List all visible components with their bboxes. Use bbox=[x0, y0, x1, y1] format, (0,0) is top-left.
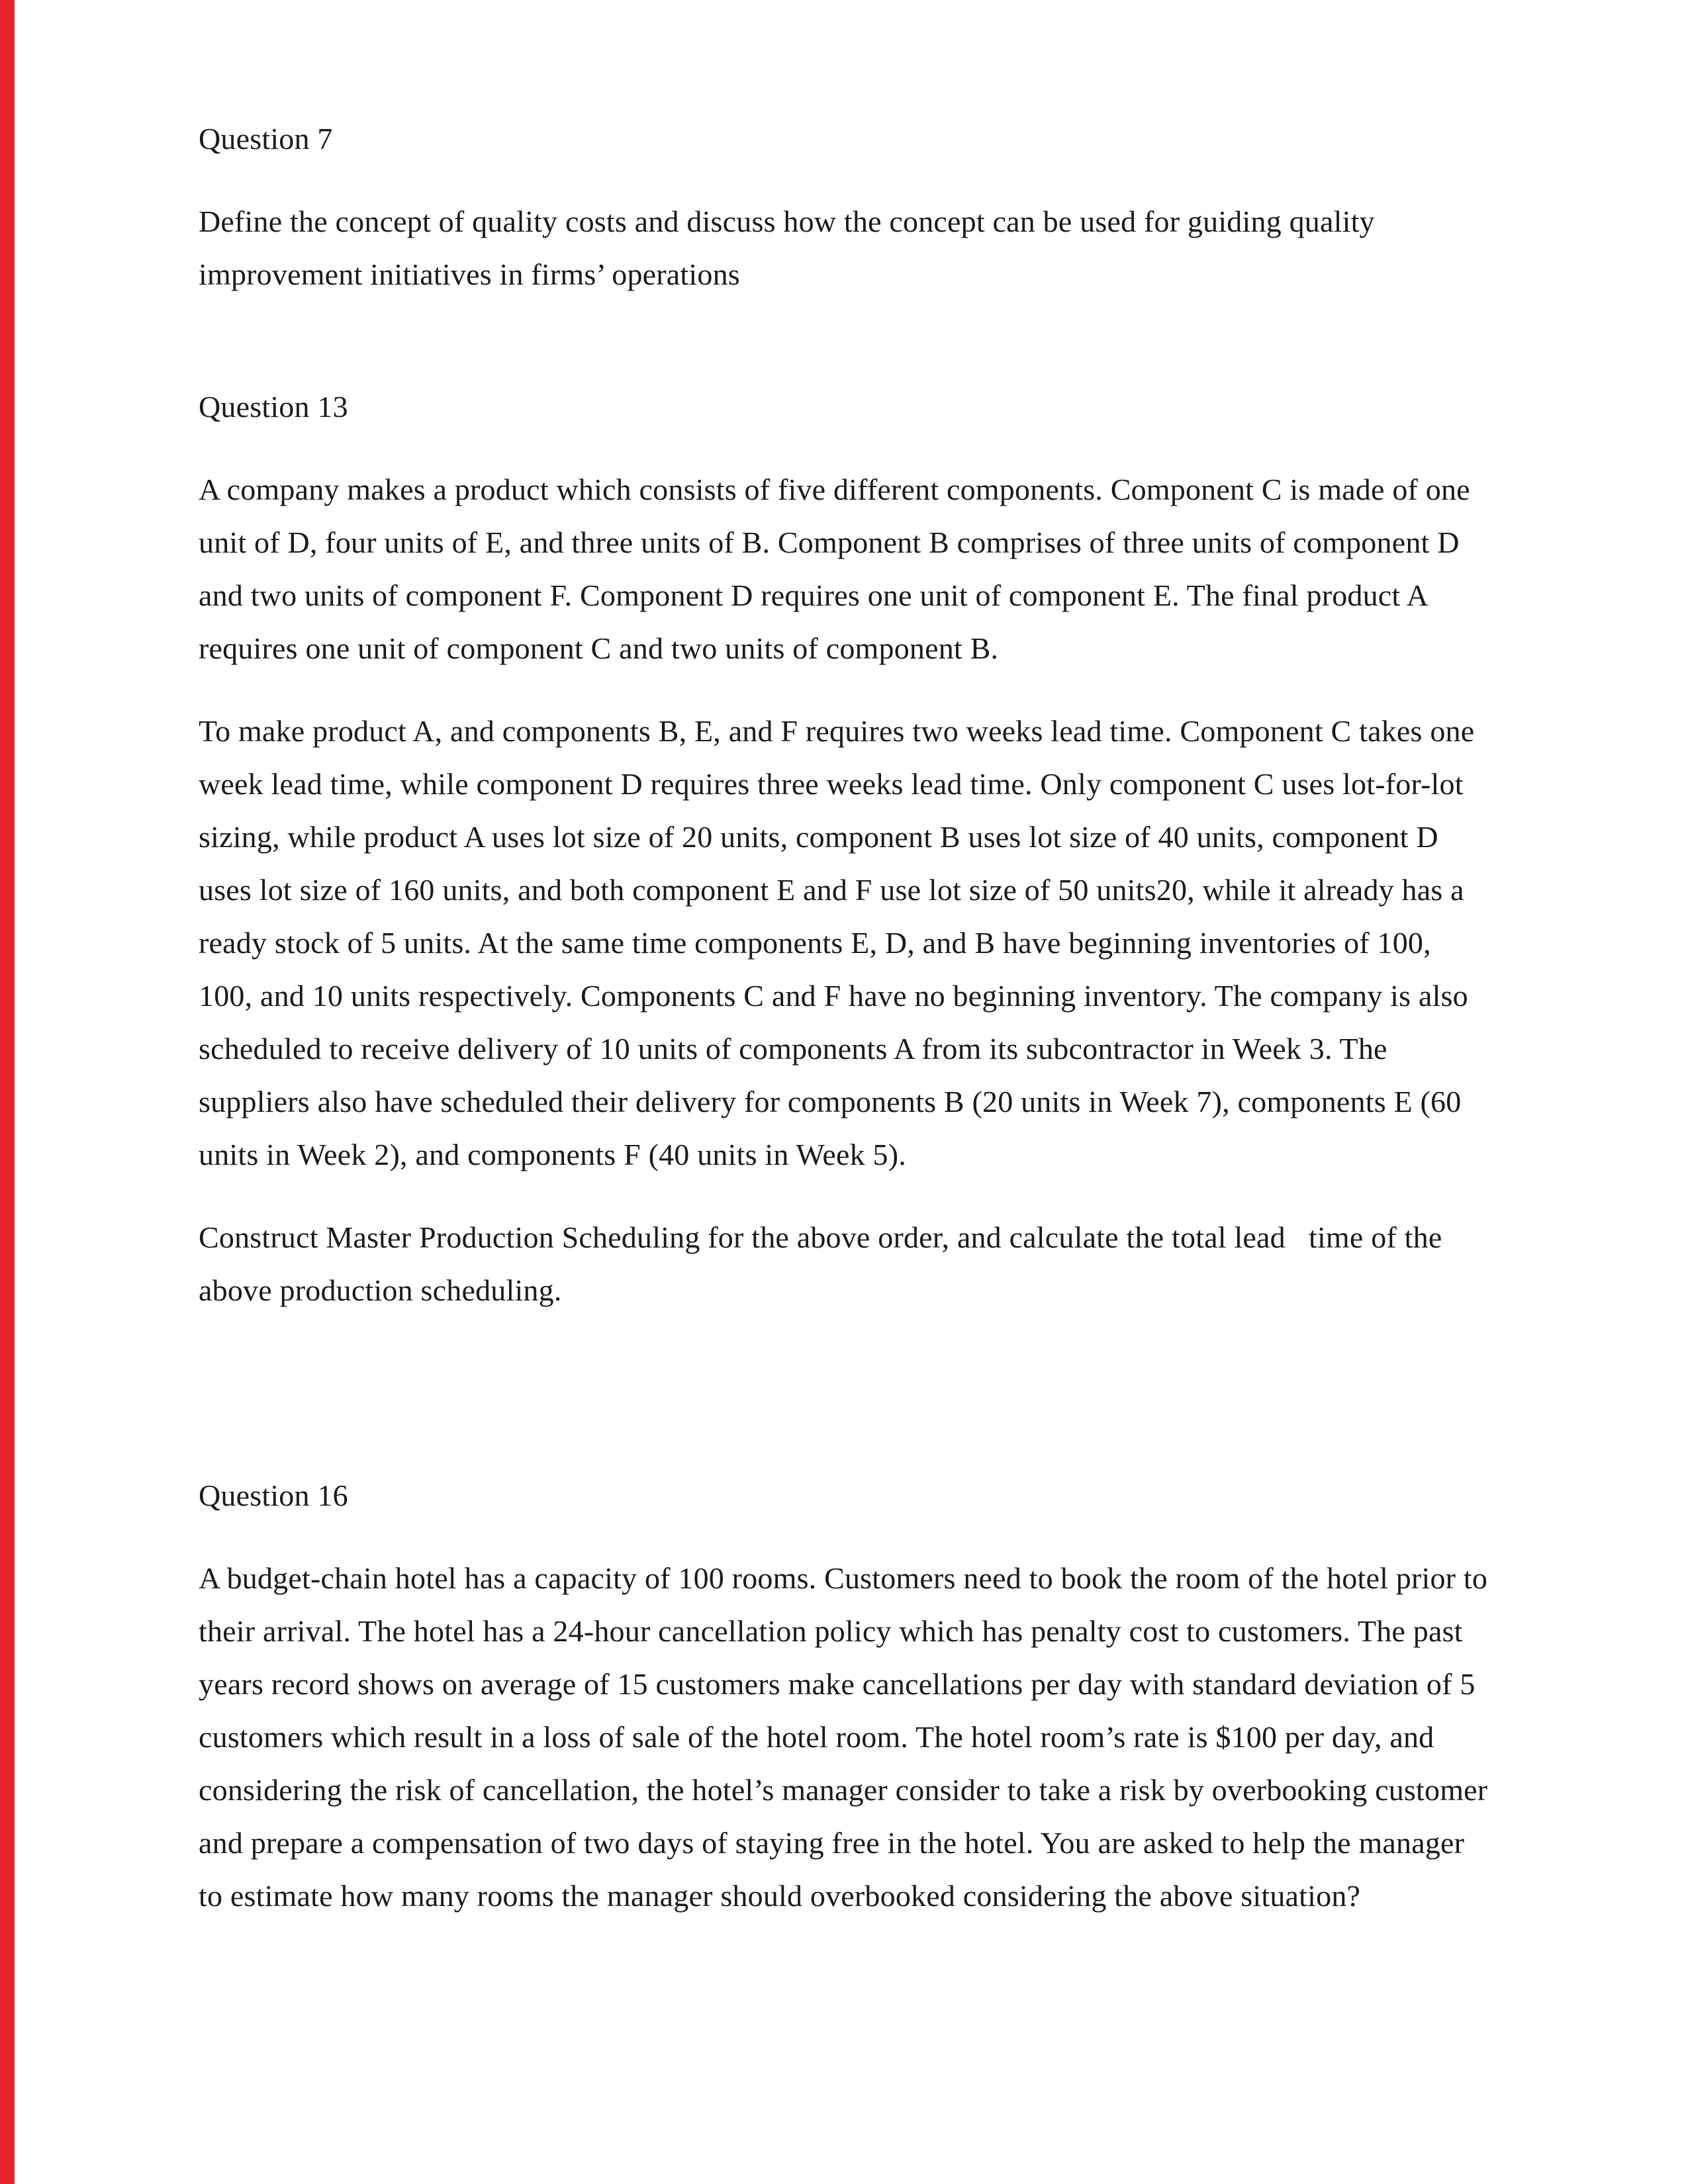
section-question-7 bbox=[199, 113, 1489, 301]
question-16-paragraph: A budget-chain hotel has a capacity of 100 rooms. Customers need to book the room of the hotel prior to their arrival. The hotel has a 24-hour cancellation policy which has penalty cost to customers. The past years record shows on average of 15 customers make cancellations per day with standard deviation of 5 customers which result in a loss of sale of the hotel room. The hotel room’s rate is $100 per day, and considering the risk of cancellation, the hotel’s manager consider to take a risk by overbooking customer and prepare a compensation of two days of staying free in the hotel. You are asked to help the manager to estimate how many rooms the manager should overbooked considering the above situation? bbox=[199, 1561, 1496, 1913]
question-13-paragraph-1: A company makes a product which consists of five different components. Component C is made of one unit of D, four units of E, and three units of B. Component B comprises of three units of component D and two units of component F. Component D requires one unit of component E. The final product A requires one unit of component C and two units of component B. bbox=[199, 473, 1478, 665]
section-question-13 bbox=[199, 381, 1489, 1317]
red-edge-bar bbox=[0, 0, 15, 2184]
question-13-paragraph-3: Construct Master Production Scheduling for the above order, and calculate the total lead time of the above production scheduling. bbox=[199, 1220, 1450, 1307]
document-content bbox=[199, 113, 1496, 1952]
question-7-paragraph: Define the concept of quality costs and discuss how the concept can be used for guiding quality improvement initiatives in firms’ operations bbox=[199, 205, 1383, 291]
section-question-16 bbox=[199, 1469, 1496, 1923]
question-16-heading: Question 16 bbox=[199, 1479, 348, 1512]
question-13-paragraph-2: To make product A, and components B, E, and F requires two weeks lead time. Component C takes one week lead time, while component D requires three weeks lead time. Only component C uses lot-for-lot sizing, while product A uses lot size of 20 units, component B uses lot size of 40 units, component D uses lot size of 160 units, and both component E and F use lot size of 50 units20, while it already has a ready stock of 5 units. At the same time components E, D, and B have beginning inventories of 100, 100, and 10 units respectively. Components C and F have no beginning inventory. The company is also scheduled to receive delivery of 10 units of components A from its subcontractor in Week 3. The suppliers also have scheduled their delivery for components B (20 units in Week 7), components E (60 units in Week 2), and components F (40 units in Week 5). bbox=[199, 714, 1483, 1171]
question-7-heading: Question 7 bbox=[199, 122, 333, 156]
question-13-heading: Question 13 bbox=[199, 390, 348, 424]
